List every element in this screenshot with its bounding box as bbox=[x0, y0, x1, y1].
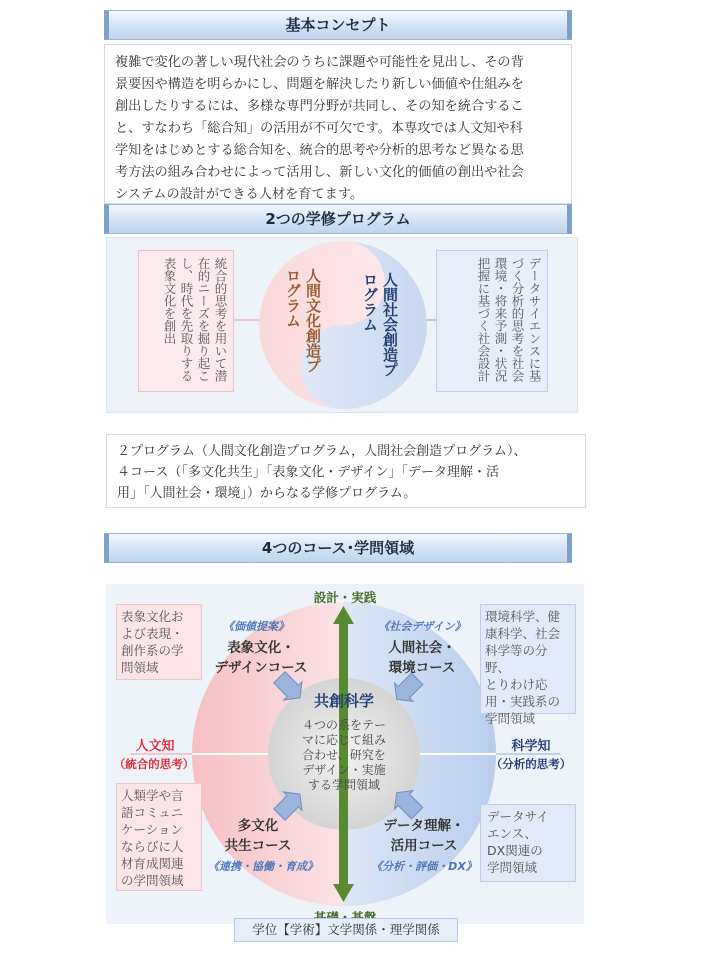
courses-title: 4つのコース･学問領域 bbox=[261, 539, 415, 557]
course-name-line: 環境コース bbox=[388, 660, 456, 676]
center-desc-line: 合わせ、研究を bbox=[302, 748, 386, 762]
tag-analysis-dx: 《分析・評価・DX》 bbox=[371, 860, 477, 873]
course-data-understanding bbox=[372, 816, 476, 856]
box-multicultural bbox=[116, 783, 202, 891]
axis-right-sublabel: （分析的思考） bbox=[490, 757, 572, 771]
box-line: とりわけ応 bbox=[485, 677, 548, 692]
summary-line: 用」「人間社会・環境」）からなる学修プログラム。 bbox=[117, 486, 417, 501]
concept-line: と、すなわち「総合知」の活用が不可欠です。本専攻では人文知や科 bbox=[115, 121, 523, 136]
course-society-environment bbox=[370, 638, 474, 678]
left-program-description: 統合的思考を用いて潜在的ニーズを掘り起こし、時代を先取りする表象文化を創出 bbox=[138, 250, 234, 392]
box-line: 語コミュニ bbox=[121, 805, 184, 820]
box-data-science bbox=[480, 804, 576, 882]
course-name-line: 表象文化・ bbox=[227, 640, 295, 656]
tag-value-proposal: 《価値提案》 bbox=[223, 620, 289, 633]
concept-line: 景要因や構造を明らかにし、問題を解決したり新しい価値や仕組みを bbox=[115, 77, 524, 92]
box-line: 用・実践系の bbox=[485, 694, 561, 709]
center-description bbox=[290, 718, 398, 793]
summary-line: ２プログラム（人間文化創造プログラム，人間社会創造プログラム）、 bbox=[117, 444, 527, 459]
box-line: の学問領域 bbox=[121, 873, 184, 888]
tag-social-design: 《社会デザイン》 bbox=[378, 620, 466, 633]
box-representation-culture bbox=[116, 604, 202, 680]
course-name-line: データ理解・ bbox=[383, 818, 465, 834]
right-program-description: データサイエンスに基づく分析的思考を社会環境・将来予測・状況把握に基づく社会設計 bbox=[436, 250, 548, 392]
center-desc-line: する学問領域 bbox=[307, 778, 380, 792]
programs-title: 2つの学修プログラム bbox=[265, 210, 411, 228]
center-desc-line: ４つの系をテー bbox=[301, 718, 386, 732]
concept-title: 基本コンセプト bbox=[285, 16, 391, 34]
summary-line: ４コース（「多文化共生」「表象文化・デザイン」「データ理解・活 bbox=[117, 465, 499, 480]
center-desc-line: マに応じて組み bbox=[301, 733, 386, 747]
concept-line: 創出したりするには、多様な専門分野が共同し、その知を統合するこ bbox=[115, 99, 524, 114]
box-line: エンス、 bbox=[487, 826, 538, 841]
course-name-line: 人間社会・ bbox=[388, 640, 456, 656]
axis-left-sublabel: （統合的思考） bbox=[113, 757, 195, 771]
axis-top-label: 設計・実践 bbox=[313, 590, 377, 605]
box-line: 人類学や言 bbox=[121, 788, 184, 803]
box-line: ならびに人 bbox=[121, 839, 184, 854]
course-name-line: 多文化 bbox=[237, 818, 279, 834]
box-line: よび表現・ bbox=[121, 626, 184, 641]
box-line: 学問領域 bbox=[485, 711, 536, 726]
box-line: 創作系の学 bbox=[121, 643, 184, 658]
concept-line: システムの設計ができる人材を育てます。 bbox=[115, 187, 364, 202]
box-line: ケーション bbox=[121, 822, 184, 837]
box-line: DX関連の bbox=[487, 843, 543, 858]
box-line: 表象文化お bbox=[121, 609, 184, 624]
box-line: 問領域 bbox=[121, 660, 159, 675]
course-name-line: デザインコース bbox=[214, 660, 308, 676]
left-program-name: 人間文化創造プログラム bbox=[284, 268, 322, 373]
course-name-line: 活用コース bbox=[390, 838, 458, 854]
box-line: データサイ bbox=[487, 809, 549, 824]
axis-left-label: 人文知 bbox=[135, 739, 175, 754]
box-line: 環境科学、健 bbox=[485, 609, 561, 624]
course-name-line: 共生コース bbox=[224, 838, 292, 854]
tag-collaboration: 《連携・協働・育成》 bbox=[208, 860, 318, 873]
center-desc-line: デザイン・実施 bbox=[302, 763, 386, 777]
concept-line: 考方法の組み合わせによって活用し、新しい文化的価値の創出や社会 bbox=[115, 165, 524, 180]
concept-line: 学知をはじめとする総合知を、統合的思考や分析的思考など異なる思 bbox=[115, 143, 524, 158]
course-multicultural bbox=[208, 816, 308, 856]
course-representation-design bbox=[206, 638, 316, 678]
center-title: 共創科学 bbox=[313, 692, 374, 710]
box-line: 学問領域 bbox=[487, 860, 538, 875]
box-line: 材育成関連 bbox=[121, 856, 184, 871]
concept-line: 複雑で変化の著しい現代社会のうちに課題や可能性を見出し、その背 bbox=[115, 55, 524, 70]
box-line: 康科学、社会 bbox=[485, 626, 561, 641]
degree-bar bbox=[234, 918, 458, 942]
degree-text: 学位【学術】文学関係・理学関係 bbox=[252, 922, 440, 937]
box-social-environment bbox=[480, 604, 576, 726]
axis-right-label: 科学知 bbox=[511, 739, 551, 754]
right-program-name: 人間社会創造プログラム bbox=[361, 272, 399, 377]
box-line: 科学等の分野、 bbox=[485, 643, 548, 675]
